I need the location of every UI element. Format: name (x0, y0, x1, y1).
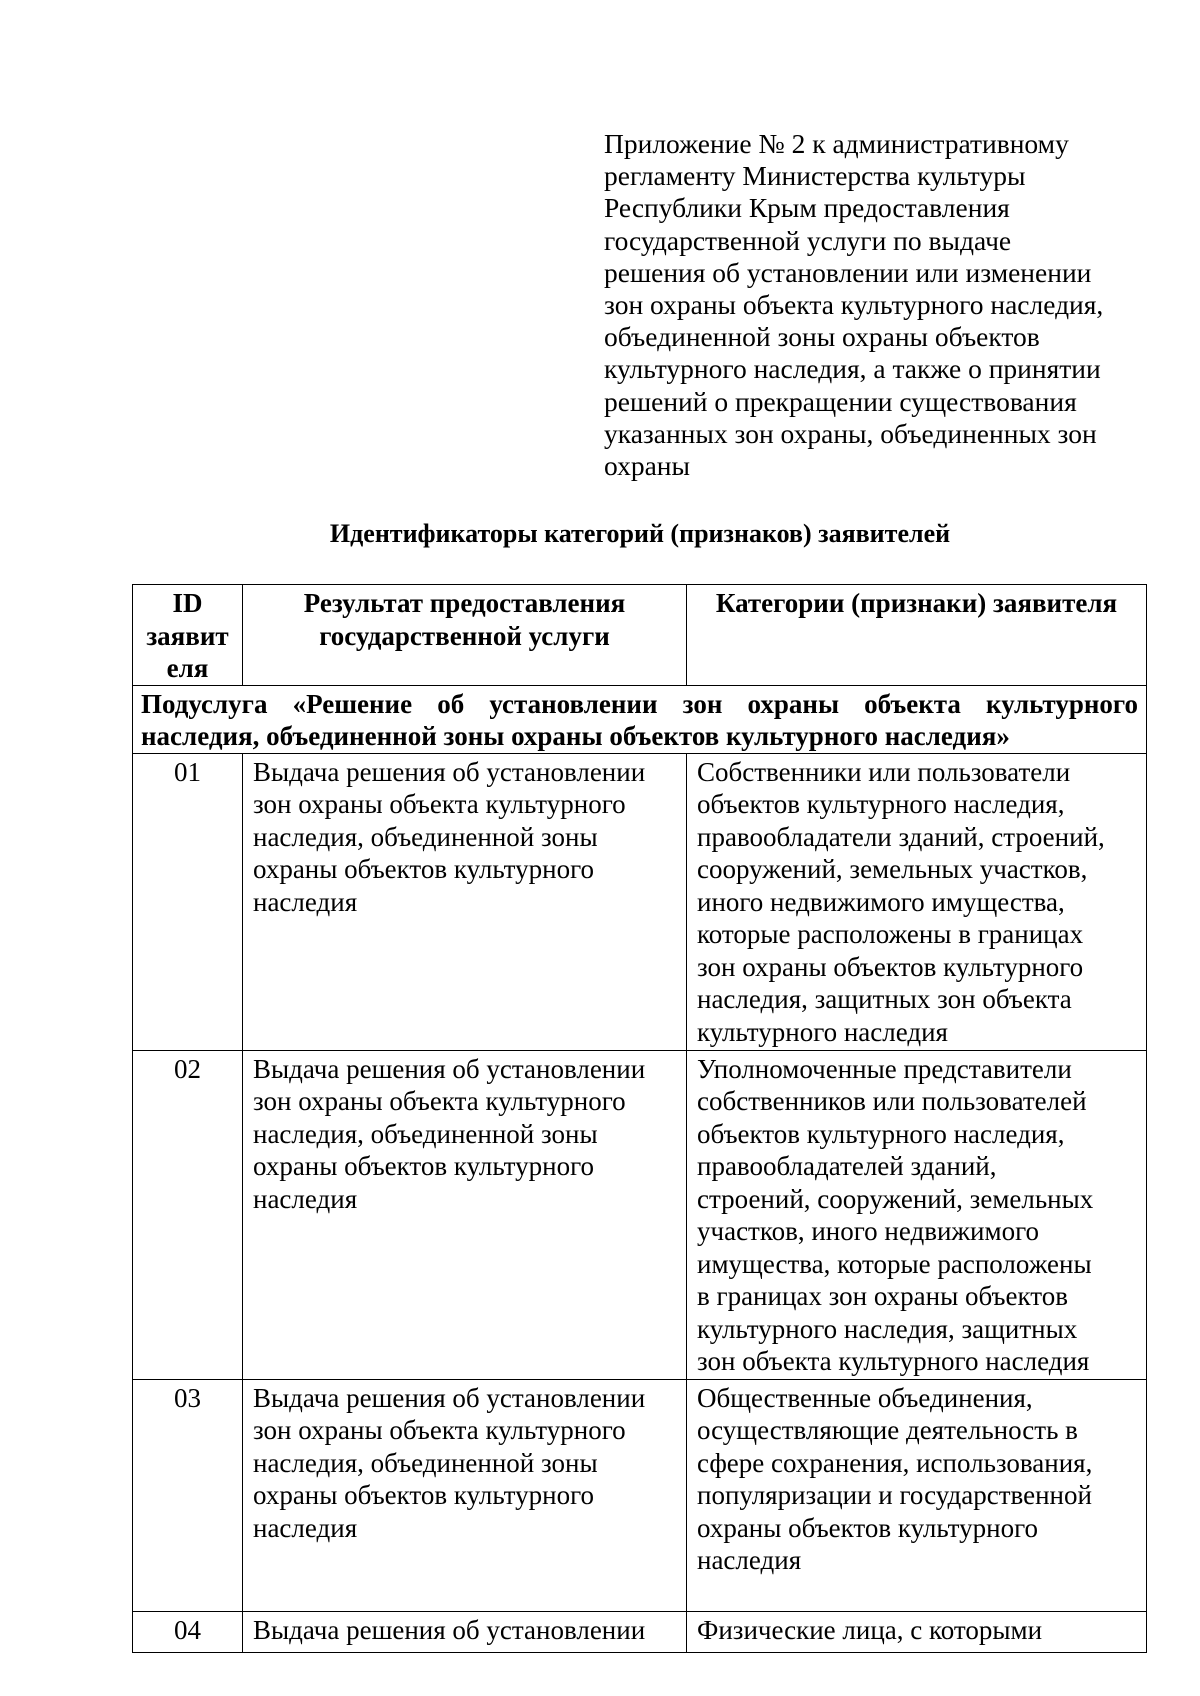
row-category: Собственники или пользователи объектов культурного наследия, правообладатели зданий, строений, сооружений, земельных участков, иного недвижимого имущества, которые расположены в границах зон охраны объектов культурного наследия, защитных зон объекта культурного наследия (687, 753, 1147, 1050)
subservice-cell (133, 685, 1147, 753)
header-category-label: Категории (признаки) заявителя (715, 588, 1118, 618)
row-id: 03 (133, 1379, 243, 1611)
appendix-note: Приложение № 2 к административному регламенту Министерства культуры Республики Крым предоставления государственной услуги по выдаче решения об установлении или изменении зон охраны объекта культурного наследия, объединенной зоны охраны объектов культурного наследия, а также о принятии решений о прекращении существования указанных зон охраны, объединенных зон охраны (604, 128, 1104, 482)
row-result: Выдача решения об установлении зон охраны объекта культурного наследия, объединенной зоны охраны объектов культурного наследия (243, 1379, 687, 1611)
row-result: Выдача решения об установлении зон охраны объекта культурного наследия, объединенной зоны охраны объектов культурного наследия (243, 753, 687, 1050)
header-result (243, 585, 687, 686)
header-result-line: Результат предоставления (303, 588, 626, 618)
row-category: Общественные объединения, осуществляющие деятельность в сфере сохранения, использования, популяризации и государственной охраны объектов культурного наследия (687, 1379, 1147, 1611)
row-id: 02 (133, 1050, 243, 1379)
table-row (133, 1379, 1147, 1611)
table-header-row (133, 585, 1147, 686)
document-title: Идентификаторы категорий (признаков) заявителей (329, 519, 951, 548)
applicant-categories-table (132, 584, 1147, 1653)
subservice-row (133, 685, 1147, 753)
header-id-line: ID (172, 588, 203, 618)
row-category: Физические лица, с которыми (687, 1611, 1147, 1652)
row-id: 01 (133, 753, 243, 1050)
header-result-line: государственной услуги (319, 620, 610, 651)
table-row (133, 753, 1147, 1050)
subservice-line: наследия, объединенной зоны охраны объектов культурного наследия» (141, 721, 1010, 751)
header-category (687, 585, 1147, 686)
row-category: Уполномоченные представители собственников или пользователей объектов культурного наследия, правообладателей зданий, строений, сооружений, земельных участков, иного недвижимого имущества, которые расположены в границах зон охраны объектов культурного наследия, защитных зон объекта культурного наследия (687, 1050, 1147, 1379)
row-result: Выдача решения об установлении (243, 1611, 687, 1652)
row-result: Выдача решения об установлении зон охраны объекта культурного наследия, объединенной зоны охраны объектов культурного наследия (243, 1050, 687, 1379)
header-id-line: заявит (146, 620, 229, 651)
table-row (133, 1611, 1147, 1652)
subservice-line: Подуслуга «Решение об установлении зон охраны объекта культурного (141, 688, 1138, 719)
table-row (133, 1050, 1147, 1379)
header-id-line: еля (166, 653, 209, 683)
header-id (133, 585, 243, 686)
row-id: 04 (133, 1611, 243, 1652)
